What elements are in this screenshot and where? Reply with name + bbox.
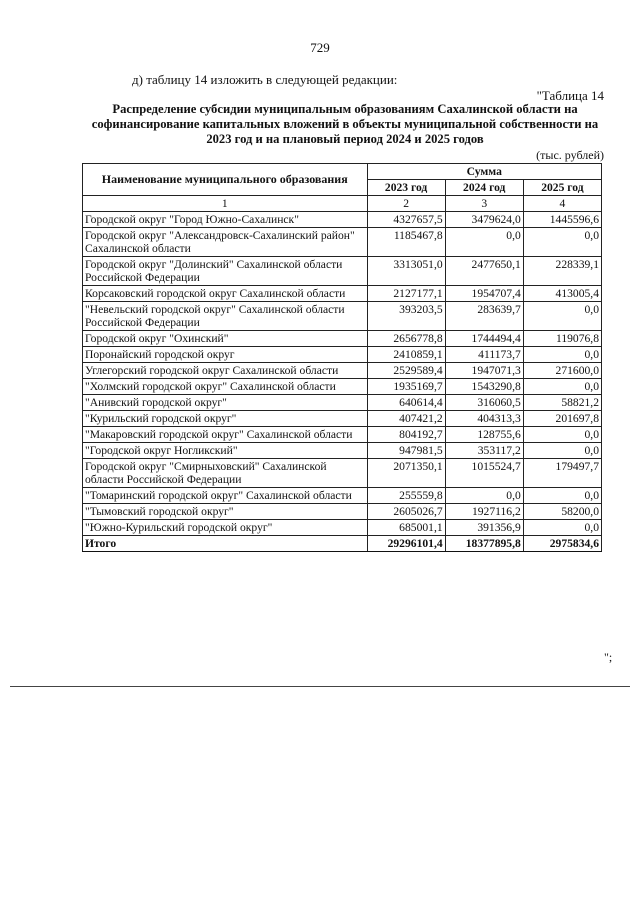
table-row xyxy=(83,411,602,427)
column-index: 1 xyxy=(83,196,368,212)
total-2025: 2975834,6 xyxy=(523,536,601,552)
column-index: 3 xyxy=(445,196,523,212)
value-2024: 3479624,0 xyxy=(445,212,523,228)
intro-text: д) таблицу 14 изложить в следующей редакции: xyxy=(132,72,398,87)
value-2023: 1185467,8 xyxy=(367,228,445,257)
value-2025: 0,0 xyxy=(523,520,601,536)
value-2023: 407421,2 xyxy=(367,411,445,427)
table-title: Распределение субсидии муниципальным образованиям Сахалинской области на софинансирование капитальных вложений в объекты муниципальной собственности на 2023 год и на плановый период 2024 и 2025 годов xyxy=(91,102,599,146)
municipality-name: "Тымовский городской округ" xyxy=(83,504,368,520)
value-2025: 413005,4 xyxy=(523,286,601,302)
table-row xyxy=(83,443,602,459)
value-2023: 640614,4 xyxy=(367,395,445,411)
header-year-2025: 2025 год xyxy=(523,180,601,196)
municipality-name: "Макаровский городской округ" Сахалинской области xyxy=(83,427,368,443)
table-row xyxy=(83,488,602,504)
page-number: 729 xyxy=(310,40,330,55)
value-2023: 804192,7 xyxy=(367,427,445,443)
value-2023: 4327657,5 xyxy=(367,212,445,228)
table-reference: "Таблица 14 xyxy=(536,88,604,103)
municipality-name: "Томаринский городской округ" Сахалинской области xyxy=(83,488,368,504)
value-2025: 228339,1 xyxy=(523,257,601,286)
value-2024: 0,0 xyxy=(445,228,523,257)
municipality-name: Углегорский городской округ Сахалинской области xyxy=(83,363,368,379)
municipality-name: Городской округ "Александровск-Сахалинский район" Сахалинской области xyxy=(83,228,368,257)
value-2025: 271600,0 xyxy=(523,363,601,379)
total-2024: 18377895,8 xyxy=(445,536,523,552)
header-year-2024: 2024 год xyxy=(445,180,523,196)
value-2023: 2656778,8 xyxy=(367,331,445,347)
table-row xyxy=(83,520,602,536)
value-2025: 0,0 xyxy=(523,379,601,395)
value-2024: 1927116,2 xyxy=(445,504,523,520)
header-name: Наименование муниципального образования xyxy=(83,164,368,196)
value-2024: 404313,3 xyxy=(445,411,523,427)
value-2024: 128755,6 xyxy=(445,427,523,443)
value-2024: 1744494,4 xyxy=(445,331,523,347)
value-2023: 2410859,1 xyxy=(367,347,445,363)
column-index: 2 xyxy=(367,196,445,212)
value-2023: 255559,8 xyxy=(367,488,445,504)
units-label: (тыс. рублей) xyxy=(536,148,604,162)
value-2024: 283639,7 xyxy=(445,302,523,331)
value-2023: 2127177,1 xyxy=(367,286,445,302)
value-2025: 0,0 xyxy=(523,443,601,459)
table-row xyxy=(83,363,602,379)
total-2023: 29296101,4 xyxy=(367,536,445,552)
municipality-name: "Анивский городской округ" xyxy=(83,395,368,411)
column-index: 4 xyxy=(523,196,601,212)
table-row xyxy=(83,459,602,488)
municipality-name: Поронайский городской округ xyxy=(83,347,368,363)
value-2025: 0,0 xyxy=(523,427,601,443)
value-2024: 0,0 xyxy=(445,488,523,504)
table-row xyxy=(83,379,602,395)
value-2023: 685001,1 xyxy=(367,520,445,536)
value-2023: 1935169,7 xyxy=(367,379,445,395)
municipality-name: Корсаковский городской округ Сахалинской области xyxy=(83,286,368,302)
value-2024: 353117,2 xyxy=(445,443,523,459)
value-2024: 391356,9 xyxy=(445,520,523,536)
municipality-name: Городской округ "Город Южно-Сахалинск" xyxy=(83,212,368,228)
value-2023: 947981,5 xyxy=(367,443,445,459)
value-2025: 179497,7 xyxy=(523,459,601,488)
value-2024: 1954707,4 xyxy=(445,286,523,302)
header-year-2023: 2023 год xyxy=(367,180,445,196)
table-row xyxy=(83,347,602,363)
divider-line xyxy=(10,686,630,687)
value-2024: 2477650,1 xyxy=(445,257,523,286)
value-2023: 2529589,4 xyxy=(367,363,445,379)
value-2025: 0,0 xyxy=(523,302,601,331)
value-2024: 411173,7 xyxy=(445,347,523,363)
table-row xyxy=(83,302,602,331)
table-body xyxy=(83,212,602,552)
value-2025: 0,0 xyxy=(523,228,601,257)
value-2025: 119076,8 xyxy=(523,331,601,347)
value-2025: 201697,8 xyxy=(523,411,601,427)
table-row xyxy=(83,257,602,286)
value-2024: 1543290,8 xyxy=(445,379,523,395)
table-row xyxy=(83,427,602,443)
subsidy-table xyxy=(82,163,602,552)
municipality-name: "Невельский городской округ" Сахалинской области Российской Федерации xyxy=(83,302,368,331)
municipality-name: Городской округ "Долинский" Сахалинской области Российской Федерации xyxy=(83,257,368,286)
value-2024: 1947071,3 xyxy=(445,363,523,379)
table-row xyxy=(83,331,602,347)
value-2025: 0,0 xyxy=(523,488,601,504)
municipality-name: "Южно-Курильский городской округ" xyxy=(83,520,368,536)
table-row xyxy=(83,212,602,228)
value-2025: 58821,2 xyxy=(523,395,601,411)
municipality-name: "Холмский городской округ" Сахалинской области xyxy=(83,379,368,395)
value-2024: 1015524,7 xyxy=(445,459,523,488)
value-2023: 393203,5 xyxy=(367,302,445,331)
value-2023: 2605026,7 xyxy=(367,504,445,520)
municipality-name: Городской округ "Смирныховский" Сахалинской области Российской Федерации xyxy=(83,459,368,488)
value-2023: 3313051,0 xyxy=(367,257,445,286)
municipality-name: "Курильский городской округ" xyxy=(83,411,368,427)
table-row xyxy=(83,395,602,411)
municipality-name: Городской округ "Охинский" xyxy=(83,331,368,347)
total-row xyxy=(83,536,602,552)
municipality-name: "Городской округ Ногликский" xyxy=(83,443,368,459)
table-row xyxy=(83,286,602,302)
value-2025: 1445596,6 xyxy=(523,212,601,228)
value-2024: 316060,5 xyxy=(445,395,523,411)
closing-quote: "; xyxy=(604,650,613,664)
header-sum: Сумма xyxy=(367,164,601,180)
table-row xyxy=(83,504,602,520)
value-2023: 2071350,1 xyxy=(367,459,445,488)
value-2025: 58200,0 xyxy=(523,504,601,520)
total-label: Итого xyxy=(83,536,368,552)
table-row xyxy=(83,228,602,257)
value-2025: 0,0 xyxy=(523,347,601,363)
